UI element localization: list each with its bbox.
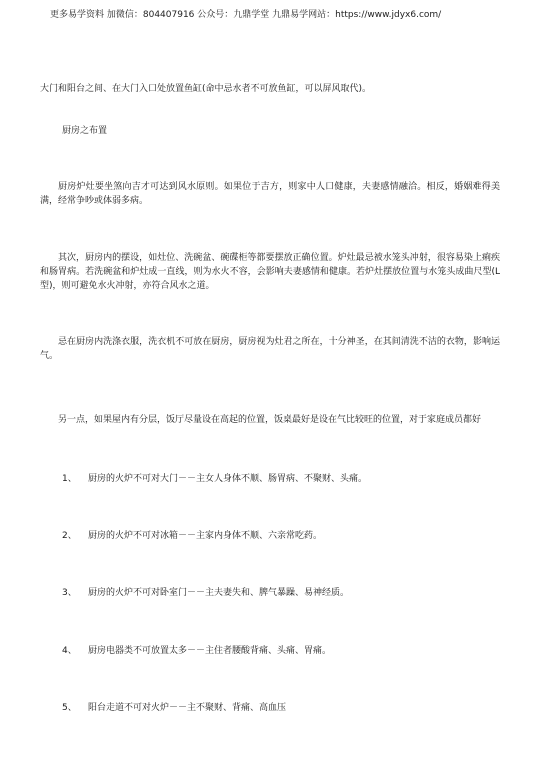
intro-line: 大门和阳台之间、在大门入口处放置鱼缸(命中忌水者不可放鱼缸，可以屏风取代)。 [40, 84, 372, 94]
section-title: 厨房之布置 [62, 126, 108, 136]
page-header: 更多易学资料 加微信：804407916 公众号：九鼎学堂 九鼎易学网站：https://www.jdyx6.com/ [50, 10, 442, 20]
list-text: 厨房电器类不可放置太多－－主住者腰酸背痛、头痛、胃痛。 [88, 646, 332, 656]
list-item [62, 586, 349, 600]
list-item [62, 644, 331, 658]
list-text: 厨房的火炉不可对大门－－主女人身体不顺、肠胃病、不聚财、头痛。 [88, 474, 368, 484]
list-item [62, 472, 367, 486]
list-item [62, 529, 322, 543]
list-text: 厨房的火炉不可对卧室门－－主夫妻失和、脾气暴躁、易神经质。 [88, 588, 350, 598]
list-number: 3、 [62, 588, 77, 598]
paragraph-1: 厨房炉灶要坐煞向吉才可达到风水原则。如果位于吉方，则家中人口健康，夫妻感情融洽。相反，婚姻难得美满，经常争吵或体弱多病。 [40, 182, 500, 206]
list-number: 4、 [62, 646, 77, 656]
paragraph-2: 其次，厨房内的摆设，如灶位、洗碗盆、碗碟柜等都要摆放正确位置。炉灶最忌被水笼头冲射，很容易染上痢疾和肠胃病。若洗碗盆和炉灶成一直线，则为水火不容，会影响夫妻感情和健康。若炉灶摆放位置与水笼头成曲尺型(L型)，则可避免水火冲射，亦符合风水之道。 [40, 253, 500, 291]
list-number: 1、 [62, 474, 77, 484]
list-number: 2、 [62, 531, 77, 541]
list-number: 5、 [62, 703, 77, 713]
paragraph-3: 忌在厨房内洗涤衣服，洗衣机不可放在厨房，厨房视为灶君之所在，十分神圣，在其间清洗不洁的衣物，影响运气。 [40, 337, 500, 361]
list-item [62, 701, 286, 715]
list-text: 阳台走道不可对火炉－－主不聚财、背痛、高血压 [88, 703, 287, 713]
list-text: 厨房的火炉不可对冰箱－－主家内身体不顺、六亲常吃药。 [88, 531, 323, 541]
paragraph-4: 另一点，如果屋内有分层，饭厅尽量设在高起的位置，饭桌最好是设在气比较旺的位置，对于家庭成员都好 [58, 415, 482, 425]
